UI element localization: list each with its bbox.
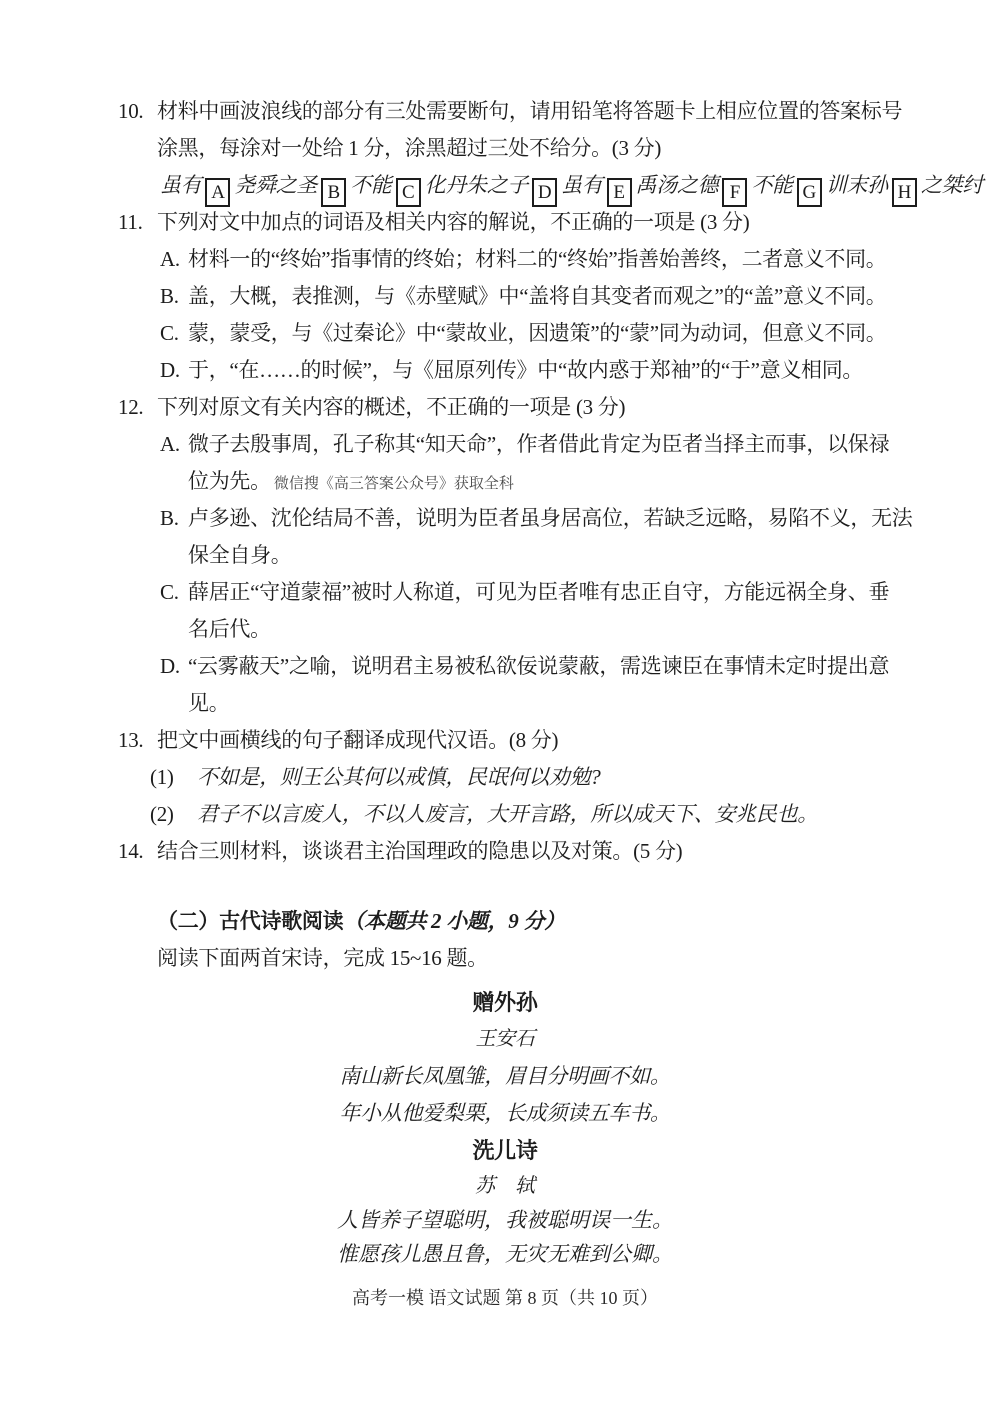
sentence-segment: 不能 xyxy=(751,173,793,197)
poem-1-title xyxy=(118,984,892,1021)
intro-text: 阅读下面两首宋诗，完成 15~16 题。 xyxy=(157,946,488,970)
option-text: 蒙，蒙受，与《过秦论》中“蒙故业，因遗策”的“蒙”同为动词，但意义不同。 xyxy=(188,321,887,345)
option-text: 卢多逊、沈伦结局不善，说明为臣者虽身居高位，若缺乏远略，易陷不义，无法 xyxy=(188,506,913,530)
question-11-option-c xyxy=(160,315,892,352)
poem-line-text: 年小从他爱梨栗，长成须读五车书。 xyxy=(339,1101,671,1125)
question-11-stem xyxy=(118,204,892,241)
poem-1-author xyxy=(118,1021,892,1058)
poem-author-text: 王安石 xyxy=(475,1028,535,1050)
question-number: 13. xyxy=(118,728,144,752)
option-text: 保全自身。 xyxy=(188,543,292,567)
sentence-segment: 尧舜之圣 xyxy=(234,173,318,197)
question-number: 12. xyxy=(118,395,144,419)
question-10-line-1 xyxy=(118,93,903,130)
question-12-option-b-line-2 xyxy=(188,537,892,574)
option-letter: C. xyxy=(160,580,179,604)
option-text: 位为先。 xyxy=(188,469,271,493)
question-text: 结合三则材料，谈谈君主治国理政的隐患以及对策。(5 分) xyxy=(157,839,683,863)
question-14-stem xyxy=(118,833,892,870)
answer-box-e: E xyxy=(607,178,632,207)
question-12-option-d-line-2 xyxy=(188,685,892,722)
sentence-segment: 化丹朱之子 xyxy=(424,173,529,197)
section-meta: （本题共 2 小题，9 分） xyxy=(343,909,565,933)
poem-title-text: 赠外孙 xyxy=(472,990,538,1015)
option-text: 名后代。 xyxy=(188,617,271,641)
sentence-segment: 虽有 xyxy=(160,173,202,197)
question-text: 涂黑，每涂对一处给 1 分，涂黑超过三处不给分。(3 分) xyxy=(157,136,662,160)
sentence-segment: 虽有 xyxy=(561,173,603,197)
section-title: （二）古代诗歌阅读 xyxy=(157,910,344,933)
answer-box-h: H xyxy=(892,178,917,207)
poem-2-title xyxy=(118,1132,892,1169)
sub-question-number: (1) xyxy=(150,765,174,789)
section-2-intro xyxy=(157,940,892,977)
option-letter: D. xyxy=(160,358,180,382)
option-text: “云雾蔽天”之喻，说明君主易被私欲佞说蒙蔽，需选谏臣在事情未定时提出意 xyxy=(188,654,890,678)
option-text: 于，“在……的时候”，与《屈原列传》中“故内惑于郑袖”的“于”意义相同。 xyxy=(188,358,864,382)
option-letter: A. xyxy=(160,432,180,456)
option-letter: B. xyxy=(160,506,179,530)
poem-2-line-1 xyxy=(118,1203,892,1237)
page-footer-text: 高考一模 语文试题 第 8 页（共 10 页） xyxy=(352,1288,658,1308)
option-text: 薛居正“守道蒙福”被时人称道，可见为臣者唯有忠正自守，方能远祸全身、垂 xyxy=(188,580,890,604)
answer-box-a: A xyxy=(205,178,230,207)
question-10-line-2 xyxy=(157,130,892,167)
answer-box-d: D xyxy=(532,178,557,207)
question-13-stem xyxy=(118,722,892,759)
option-text: 微子去殷事周，孔子称其“知天命”，作者借此肯定为臣者当择主而事，以保禄 xyxy=(188,432,890,456)
poem-line-text: 惟愿孩儿愚且鲁，无灾无难到公卿。 xyxy=(337,1242,673,1266)
question-number: 11. xyxy=(118,210,143,234)
sub-question-text: 君子不以言废人，不以人废言，大开言路，所以成天下、安兆民也。 xyxy=(197,802,818,826)
question-10-segmented-sentence xyxy=(160,167,983,204)
option-letter: A. xyxy=(160,247,180,271)
question-number: 10. xyxy=(118,99,144,123)
option-letter: B. xyxy=(160,284,179,308)
poem-line-text: 南山新长凤凰雏，眉目分明画不如。 xyxy=(339,1064,671,1088)
question-12-option-a-line-2 xyxy=(188,463,892,500)
sentence-segment: 训末孙 xyxy=(825,173,888,197)
question-12-option-c-line-1 xyxy=(160,574,892,611)
poem-2-line-2 xyxy=(118,1237,892,1271)
poem-1-line-1 xyxy=(118,1058,892,1095)
question-11-option-a xyxy=(160,241,892,278)
question-12-option-a-line-1 xyxy=(160,426,892,463)
option-text: 盖，大概，表推测，与《赤壁赋》中“盖将自其变者而观之”的“盖”意义不同。 xyxy=(188,284,887,308)
question-12-stem xyxy=(118,389,892,426)
question-12-option-d-line-1 xyxy=(160,648,892,685)
option-text: 见。 xyxy=(188,691,230,715)
option-letter: C. xyxy=(160,321,179,345)
question-11-option-d xyxy=(160,352,892,389)
poem-2-author xyxy=(118,1169,892,1203)
question-text: 材料中画波浪线的部分有三处需要断句，请用铅笔将答题卡上相应位置的答案标号 xyxy=(157,99,903,123)
poem-line-text: 人皆养子望聪明，我被聪明误一生。 xyxy=(337,1208,673,1232)
poem-title-text: 洗儿诗 xyxy=(472,1138,538,1163)
question-text: 下列对原文有关内容的概述，不正确的一项是 (3 分) xyxy=(157,395,626,419)
question-13-sub-1 xyxy=(150,759,892,796)
sub-question-text: 不如是，则王公其何以戒慎，民氓何以劝勉? xyxy=(197,765,601,789)
answer-box-c: C xyxy=(396,178,421,207)
poem-author-text: 苏 轼 xyxy=(475,1175,535,1197)
sentence-segment: 禹汤之德 xyxy=(635,173,719,197)
watermark-text: 微信搜《高三答案公众号》获取全科 xyxy=(273,476,514,492)
question-13-sub-2 xyxy=(150,796,892,833)
page-footer xyxy=(118,1284,892,1312)
answer-box-b: B xyxy=(321,178,346,207)
question-12-option-b-line-1 xyxy=(160,500,913,537)
sub-question-number: (2) xyxy=(150,802,174,826)
sentence-segment: 不能 xyxy=(350,173,392,197)
question-12-option-c-line-2 xyxy=(188,611,892,648)
question-number: 14. xyxy=(118,839,144,863)
question-11-option-b xyxy=(160,278,892,315)
poem-1-line-2 xyxy=(118,1095,892,1132)
option-text: 材料一的“终始”指事情的终始；材料二的“终始”指善始善终，二者意义不同。 xyxy=(188,247,887,271)
sentence-segment: 之桀纣 xyxy=(920,173,983,197)
section-2-header xyxy=(157,903,892,940)
option-letter: D. xyxy=(160,654,180,678)
question-text: 把文中画横线的句子翻译成现代汉语。(8 分) xyxy=(157,728,559,752)
question-text: 下列对文中加点的词语及相关内容的解说，不正确的一项是 (3 分) xyxy=(157,210,750,234)
answer-box-g: G xyxy=(797,178,822,207)
answer-box-f: F xyxy=(722,178,747,207)
